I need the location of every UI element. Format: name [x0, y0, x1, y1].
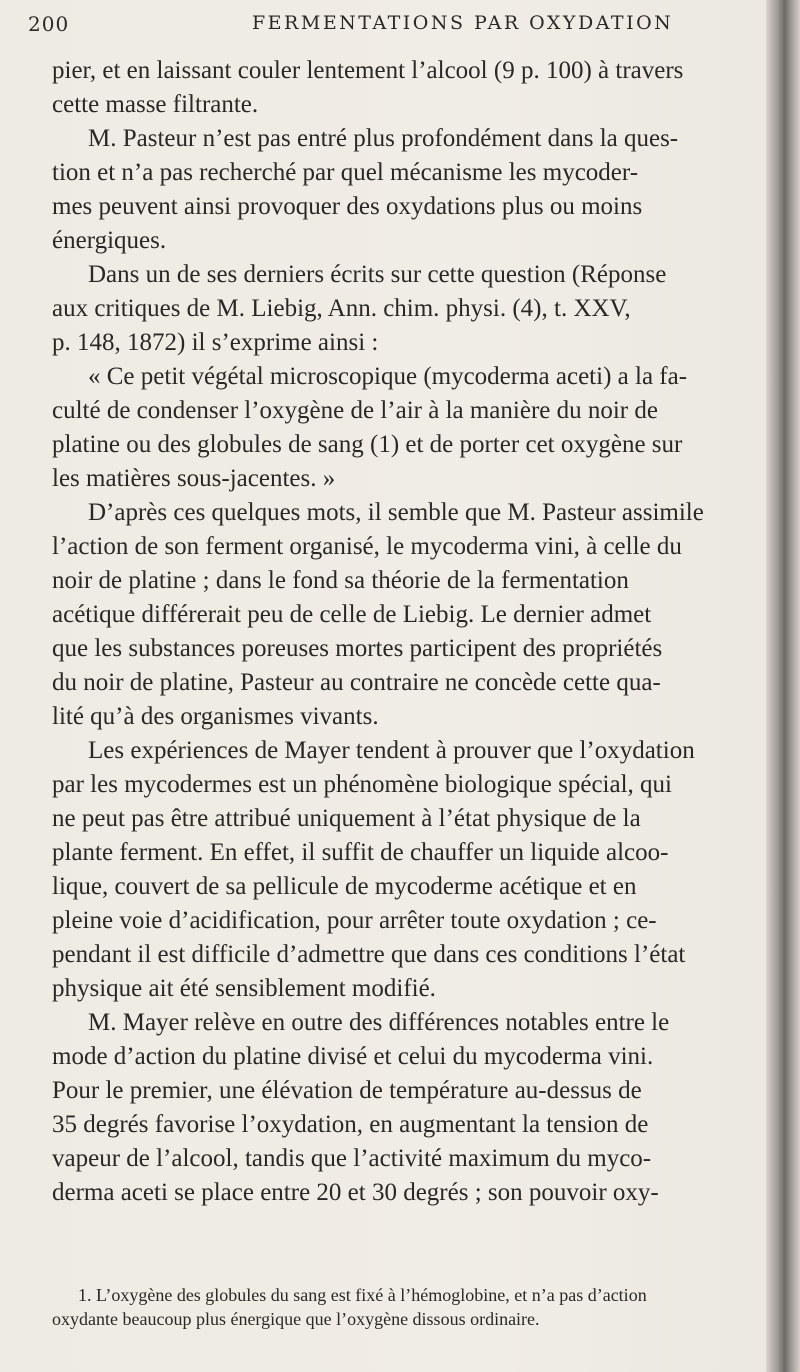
text-line: que les substances poreuses mortes participent des propriétés [52, 635, 663, 662]
text-line: acétique différerait peu de celle de Liebig. Le dernier admet [52, 601, 652, 628]
text-line: aux critiques de M. Liebig, Ann. chim. physi. (4), t. XXV, [52, 295, 631, 322]
text-line: vapeur de l’alcool, tandis que l’activité maximum du myco- [52, 1145, 652, 1172]
text-line: 35 degrés favorise l’oxydation, en augmentant la tension de [52, 1111, 649, 1138]
text-line: du noir de platine, Pasteur au contraire ne concède cette qua- [52, 669, 661, 696]
text-line: ne peut pas être attribué uniquement à l’état physique de la [52, 805, 641, 832]
page-number: 200 [28, 12, 70, 36]
text-line: Les expériences de Mayer tendent à prouver que l’oxydation [88, 737, 695, 764]
text-line: lité qu’à des organismes vivants. [52, 703, 379, 730]
text-line: les matières sous-jacentes. » [52, 465, 336, 492]
text-line: M. Pasteur n’est pas entré plus profondément dans la ques- [88, 125, 679, 152]
text-line: « Ce petit végétal microscopique (mycoderma aceti) a la fa- [88, 363, 688, 390]
text-line: tion et n’a pas recherché par quel mécanisme les mycoder- [52, 159, 639, 186]
text-line: pleine voie d’acidification, pour arrêter toute oxydation ; ce- [52, 907, 657, 934]
text-line: mes peuvent ainsi provoquer des oxydations plus ou moins [52, 193, 643, 220]
footnote [52, 1283, 766, 1331]
running-head [28, 6, 748, 46]
text-line: par les mycodermes est un phénomène biologique spécial, qui [52, 771, 672, 798]
body-text [52, 54, 774, 1210]
text-line: p. 148, 1872) il s’exprime ainsi : [52, 329, 379, 356]
text-line: platine ou des globules de sang (1) et de porter cet oxygène sur [52, 431, 683, 458]
text-line: D’après ces quelques mots, il semble que M. Pasteur assimile [88, 499, 704, 526]
text-line: lique, couvert de sa pellicule de mycoderme acétique et en [52, 873, 637, 900]
footnote-line: oxydante beaucoup plus énergique que l’oxygène dissous ordinaire. [52, 1309, 540, 1329]
text-line: plante ferment. En effet, il suffit de chauffer un liquide alcoo- [52, 839, 669, 866]
text-line: l’action de son ferment organisé, le mycoderma vini, à celle du [52, 533, 682, 560]
text-line: Pour le premier, une élévation de température au-dessus de [52, 1077, 642, 1104]
text-line: physique ait été sensiblement modifié. [52, 975, 436, 1002]
text-line: Dans un de ses derniers écrits sur cette question (Réponse [88, 261, 667, 288]
text-line: culté de condenser l’oxygène de l’air à la manière du noir de [52, 397, 658, 424]
text-line: M. Mayer relève en outre des différences notables entre le [88, 1009, 670, 1036]
running-title: FERMENTATIONS PAR OXYDATION [252, 12, 674, 34]
text-line: pendant il est difficile d’admettre que dans ces conditions l’état [52, 941, 686, 968]
text-line: pier, et en laissant couler lentement l’alcool (9 p. 100) à travers [52, 57, 684, 84]
text-line: mode d’action du platine divisé et celui du mycoderma vini. [52, 1043, 654, 1070]
text-line: noir de platine ; dans le fond sa théorie de la fermentation [52, 567, 629, 594]
text-line: derma aceti se place entre 20 et 30 degrés ; son pouvoir oxy- [52, 1179, 659, 1206]
text-line: cette masse filtrante. [52, 91, 259, 118]
text-line: énergiques. [52, 227, 167, 254]
footnote-line: 1. L’oxygène des globules du sang est fixé à l’hémoglobine, et n’a pas d’action [78, 1285, 647, 1305]
